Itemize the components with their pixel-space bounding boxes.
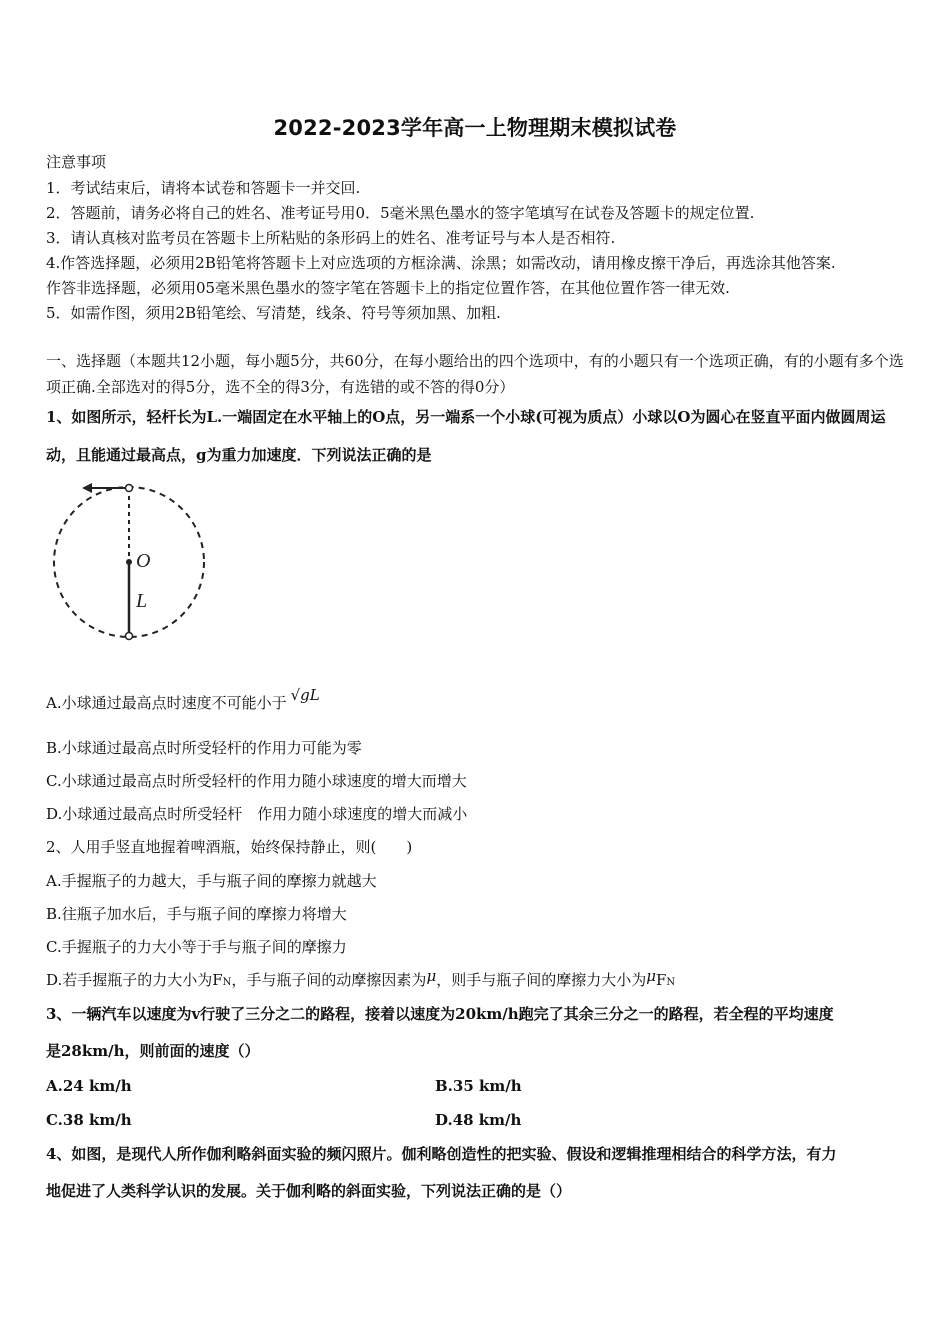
question-2-stem: 2、人用手竖直地握着啤酒瓶，始终保持静止，则( ) (46, 838, 413, 856)
option-d-part-2: ，手与瓶子间的动摩擦因素为 (231, 971, 427, 989)
velocity-arrow-icon (82, 483, 92, 493)
subscript-n: N (222, 977, 232, 988)
circular-motion-figure (46, 478, 216, 648)
ball-bottom (126, 633, 133, 640)
label-o: O (136, 550, 151, 572)
option-d-part-1: D.若手握瓶子的力大小为F (46, 971, 223, 989)
mu-symbol-2: μ (646, 967, 656, 985)
question-1-option-c: C.小球通过最高点时所受轻杆的作用力随小球速度的增大而增大 (46, 772, 467, 790)
label-l: L (136, 590, 148, 612)
sqrt-gl-expression: √gL (290, 686, 320, 704)
question-3-option-c: C.38 km/h (46, 1111, 132, 1129)
question-3-option-d: D.48 km/h (435, 1111, 522, 1129)
question-4-stem-line-1: 4、如图，是现代人所作伽利略斜面实验的频闪照片。伽利略创造性的把实验、假设和逻辑推理相结合的科学方法，有力 (46, 1145, 837, 1163)
section-heading: 一、选择题（本题共12小题，每小题5分，共60分，在每小题给出的四个选项中，有的小题只有一个选项正确，有的小题有多个选项正确.全部选对的得5分，选不全的得3分，有选错的或不答的得0分） (46, 352, 904, 396)
question-1-option-b: B.小球通过最高点时所受轻杆的作用力可能为零 (46, 739, 362, 757)
question-1-stem: 1、如图所示，轻杆长为L.一端固定在水平轴上的O点，另一端系一个小球(可视为质点）小球以O为圆心在竖直平面内做圆周运动，且能通过最高点，g为重力加速度．下列说法正确的是 (46, 408, 886, 464)
notice-item-4-cont: 作答非选择题，必须用05毫米黑色墨水的签字笔在答题卡上的指定位置作答，在其他位置作答一律无效. (46, 279, 730, 297)
question-2-option-a: A.手握瓶子的力越大，手与瓶子间的摩擦力就越大 (46, 872, 377, 890)
question-3-option-b: B.35 km/h (435, 1077, 522, 1095)
question-3-stem-line-1: 3、一辆汽车以速度为v行驶了三分之二的路程，接着以速度为20km/h跑完了其余三分之一的路程，若全程的平均速度 (46, 1005, 834, 1023)
notice-item-2: 2．答题前，请务必将自己的姓名、准考证号用0．5毫米黑色墨水的签字笔填写在试卷及答题卡的规定位置. (46, 204, 755, 222)
ball-top (126, 485, 133, 492)
mu-symbol: μ (426, 967, 437, 985)
notice-item-1: 1．考试结束后，请将本试卷和答题卡一并交回. (46, 179, 361, 197)
notice-heading: 注意事项 (46, 153, 107, 171)
page-title: 2022-2023学年高一上物理期末模拟试卷 (273, 116, 677, 140)
pivot-point (126, 559, 132, 565)
question-2-option-c: C.手握瓶子的力大小等于手与瓶子间的摩擦力 (46, 938, 347, 956)
question-1-option-a (46, 686, 320, 713)
option-d-part-3: ，则手与瓶子间的摩擦力大小为 (436, 971, 647, 989)
option-a-text: A.小球通过最高点时速度不可能小于 (46, 694, 287, 712)
notice-item-3: 3．请认真核对监考员在答题卡上所粘贴的条形码上的姓名、准考证号与本人是否相符. (46, 229, 616, 247)
notice-item-5: 5．如需作图，须用2B铅笔绘、写清楚，线条、符号等须加黑、加粗. (46, 304, 501, 322)
question-4-stem-line-2: 地促进了人类科学认识的发展。关于伽利略的斜面实验，下列说法正确的是（） (46, 1182, 572, 1200)
option-d-f: F (655, 971, 667, 989)
subscript-n-2: N (666, 977, 676, 988)
question-2-option-d (46, 967, 676, 993)
question-3-option-a: A.24 km/h (46, 1077, 132, 1095)
question-3-stem-line-2: 是28km/h，则前面的速度（） (46, 1042, 260, 1060)
notice-item-4: 4.作答选择题，必须用2B铅笔将答题卡上对应选项的方框涂满、涂黑；如需改动，请用橡皮擦干净后，再选涂其他答案. (46, 254, 836, 272)
question-1-option-d: D.小球通过最高点时所受轻杆 作用力随小球速度的增大而减小 (46, 805, 468, 823)
question-2-option-b: B.往瓶子加水后，手与瓶子间的摩擦力将增大 (46, 905, 347, 923)
